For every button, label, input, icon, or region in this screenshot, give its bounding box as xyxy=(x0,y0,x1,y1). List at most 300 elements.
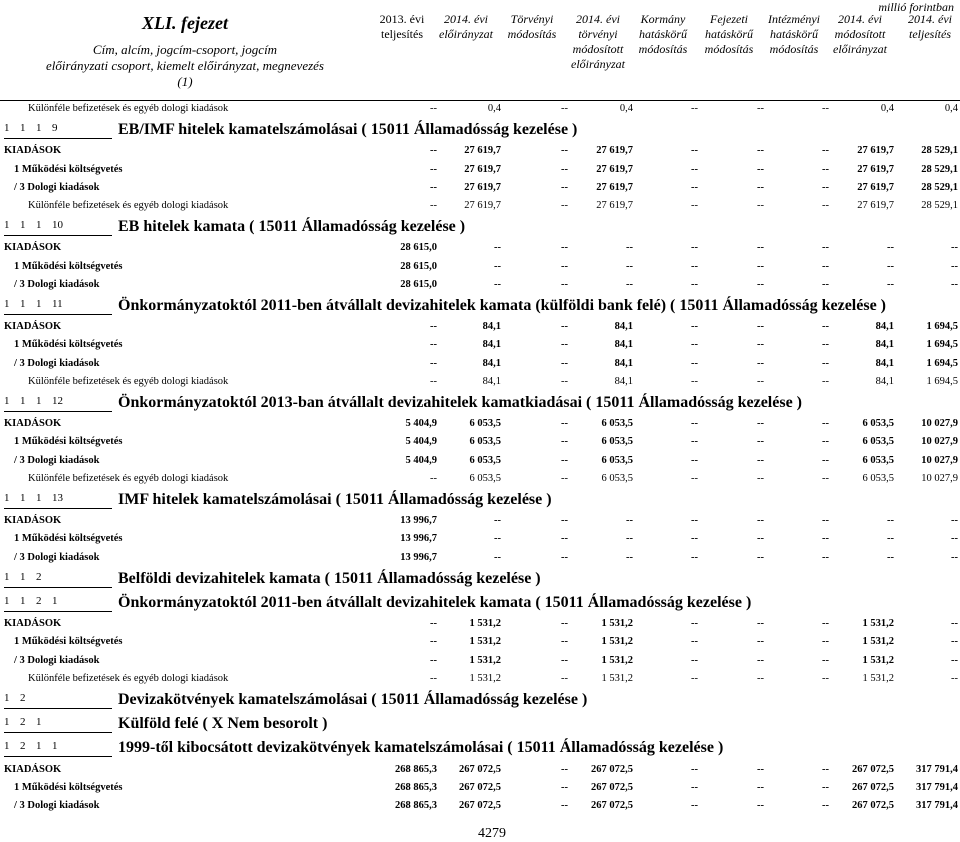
header-subtitle xyxy=(0,42,370,90)
row-value: 6 053,5 xyxy=(862,436,894,448)
column-header xyxy=(897,12,960,98)
row-value: -- xyxy=(951,618,958,630)
row-value: 84,1 xyxy=(614,321,633,333)
section-code-part: 1 xyxy=(20,298,26,310)
section-heading xyxy=(0,216,960,238)
column-header-line: 2014. évi xyxy=(838,12,882,26)
table-row xyxy=(0,615,960,633)
row-value: -- xyxy=(691,242,698,254)
row-value: -- xyxy=(822,781,829,793)
row-value: -- xyxy=(561,672,568,684)
column-header-line: módosítás xyxy=(638,42,688,56)
row-value: -- xyxy=(561,260,568,272)
row-value: -- xyxy=(561,145,568,157)
column-header xyxy=(433,12,499,98)
row-value: 6 053,5 xyxy=(469,472,501,484)
row-value: 1 694,5 xyxy=(926,321,958,333)
section-code-part: 1 xyxy=(36,740,42,753)
row-value: 1 531,2 xyxy=(601,654,633,666)
row-value: -- xyxy=(822,800,829,811)
row-value: -- xyxy=(561,636,568,648)
column-header xyxy=(630,12,696,98)
row-value: -- xyxy=(430,472,437,484)
row-value: -- xyxy=(822,375,829,387)
row-value: -- xyxy=(430,618,437,630)
row-value: 6 053,5 xyxy=(862,472,894,484)
row-value: -- xyxy=(822,339,829,351)
row-value: -- xyxy=(951,533,958,545)
table-row xyxy=(0,355,960,373)
table-row xyxy=(0,239,960,257)
column-header-line: Törvényi xyxy=(510,12,554,26)
row-value: 1 531,2 xyxy=(862,618,894,630)
row-value: -- xyxy=(561,551,568,563)
row-value: -- xyxy=(757,418,764,430)
row-value: -- xyxy=(561,781,568,793)
section-code xyxy=(4,489,112,509)
section-code-part: 1 xyxy=(36,716,42,729)
row-value: 5 404,9 xyxy=(405,454,437,466)
section-code-part: 9 xyxy=(52,122,58,135)
section-title: Önkormányzatoktól 2013-ban átvállalt devizahitelek kamatkiadásai ( 15011 Államadósság kezelése ) xyxy=(118,394,802,411)
row-value: -- xyxy=(691,200,698,211)
row-value: -- xyxy=(822,357,829,369)
section-code-part: 10 xyxy=(52,219,63,232)
row-value: 317 791,4 xyxy=(916,800,958,811)
row-value: -- xyxy=(822,103,829,114)
table-row xyxy=(0,318,960,336)
section-title: Külföld felé ( X Nem besorolt ) xyxy=(118,715,328,733)
section-code-part: 12 xyxy=(52,395,63,407)
row-value: -- xyxy=(822,763,829,775)
row-value: 13 996,7 xyxy=(400,533,437,545)
section-code-part: 1 xyxy=(4,570,10,583)
row-value: 267 072,5 xyxy=(591,800,633,811)
row-value: 268 865,3 xyxy=(395,800,437,811)
row-value: 1 531,2 xyxy=(469,654,501,666)
row-value: -- xyxy=(757,515,764,527)
header-subtitle-line: (1) xyxy=(177,74,193,89)
row-value: -- xyxy=(561,654,568,666)
column-header xyxy=(499,12,565,98)
row-value: -- xyxy=(822,181,829,193)
section-code-part: 2 xyxy=(20,740,26,753)
row-value: 84,1 xyxy=(614,357,633,369)
row-value: 6 053,5 xyxy=(601,472,633,484)
row-value: 84,1 xyxy=(614,375,633,387)
row-value: -- xyxy=(757,278,764,290)
section-code xyxy=(4,216,112,236)
row-label: KIADÁSOK xyxy=(4,418,62,430)
section-code-part: 1 xyxy=(4,219,10,232)
row-value: 1 694,5 xyxy=(926,339,958,351)
row-value: 84,1 xyxy=(482,375,501,387)
row-label: 1 Működési költségvetés xyxy=(14,636,123,648)
row-value: -- xyxy=(561,418,568,430)
row-value: -- xyxy=(561,454,568,466)
header-subtitle-line: Cím, alcím, jogcím-csoport, jogcím xyxy=(92,42,278,57)
column-header-line: hatáskörű xyxy=(705,27,753,41)
row-value: -- xyxy=(561,800,568,811)
row-value: 317 791,4 xyxy=(916,781,958,793)
table-row xyxy=(0,452,960,470)
row-value: 84,1 xyxy=(482,321,501,333)
row-value: -- xyxy=(757,103,764,114)
row-value: -- xyxy=(430,145,437,157)
row-value: -- xyxy=(757,472,764,484)
row-value: -- xyxy=(822,321,829,333)
row-label: Különféle befizetések és egyéb dologi kiadások xyxy=(28,375,229,387)
section-code-part: 1 xyxy=(20,570,26,583)
row-value: -- xyxy=(561,200,568,211)
row-value: -- xyxy=(757,200,764,211)
row-value: 84,1 xyxy=(875,321,894,333)
row-value: -- xyxy=(430,321,437,333)
row-value: 1 531,2 xyxy=(469,618,501,630)
row-label: KIADÁSOK xyxy=(4,618,62,630)
row-value: 27 619,7 xyxy=(857,145,894,157)
row-value: 27 619,7 xyxy=(857,200,894,211)
row-value: -- xyxy=(691,763,698,775)
row-value: 1 694,5 xyxy=(926,375,958,387)
section-code-part: 1 xyxy=(36,492,42,504)
section-code xyxy=(4,295,112,315)
row-value: -- xyxy=(561,242,568,254)
row-value: -- xyxy=(951,551,958,563)
row-value: -- xyxy=(626,260,633,272)
row-value: -- xyxy=(691,163,698,175)
row-value: -- xyxy=(887,515,894,527)
row-value: -- xyxy=(691,618,698,630)
row-value: 27 619,7 xyxy=(857,163,894,175)
table-row xyxy=(0,373,960,391)
table-row xyxy=(0,197,960,215)
row-value: -- xyxy=(561,357,568,369)
section-heading xyxy=(0,737,960,759)
table-row xyxy=(0,779,960,797)
unit-label: millió forintban xyxy=(878,0,954,14)
row-value: -- xyxy=(494,242,501,254)
row-value: -- xyxy=(691,103,698,114)
row-value: -- xyxy=(757,181,764,193)
row-label: Különféle befizetések és egyéb dologi kiadások xyxy=(28,472,229,484)
section-code-part: 1 xyxy=(4,298,10,310)
section-heading xyxy=(0,392,960,414)
column-header-line: 2014. évi xyxy=(576,12,620,26)
table-row xyxy=(0,512,960,530)
row-value: -- xyxy=(494,260,501,272)
row-label: / 3 Dologi kiadások xyxy=(14,278,100,290)
column-header-line: 2014. évi xyxy=(908,12,952,26)
row-value: 27 619,7 xyxy=(464,200,501,211)
section-heading xyxy=(0,568,960,590)
section-code-part: 1 xyxy=(20,595,26,607)
row-value: -- xyxy=(561,618,568,630)
row-value: 267 072,5 xyxy=(852,800,894,811)
table-row xyxy=(0,100,960,118)
row-value: -- xyxy=(561,533,568,545)
row-value: 27 619,7 xyxy=(596,200,633,211)
column-header-line: Kormány xyxy=(640,12,686,26)
row-value: -- xyxy=(822,672,829,684)
row-value: -- xyxy=(887,260,894,272)
row-value: -- xyxy=(822,163,829,175)
row-value: 27 619,7 xyxy=(464,145,501,157)
row-value: 1 531,2 xyxy=(862,636,894,648)
section-title: Belföldi devizahitelek kamata ( 15011 Államadósság kezelése ) xyxy=(118,569,541,587)
row-value: -- xyxy=(822,200,829,211)
section-code-part: 1 xyxy=(4,740,10,753)
section-heading xyxy=(0,119,960,141)
row-value: 84,1 xyxy=(482,339,501,351)
row-value: 1 531,2 xyxy=(601,636,633,648)
section-code xyxy=(4,737,112,757)
row-value: -- xyxy=(757,145,764,157)
section-code-part: 2 xyxy=(36,595,42,607)
row-value: -- xyxy=(430,357,437,369)
row-value: -- xyxy=(822,551,829,563)
column-header-line: teljesítés xyxy=(909,27,951,41)
row-value: -- xyxy=(691,339,698,351)
row-value: 27 619,7 xyxy=(464,163,501,175)
row-value: -- xyxy=(561,515,568,527)
section-heading xyxy=(0,689,960,711)
row-value: 84,1 xyxy=(875,339,894,351)
row-value: -- xyxy=(430,636,437,648)
chapter-title: XLI. fejezet xyxy=(142,13,228,33)
table-row xyxy=(0,142,960,160)
section-code-part: 1 xyxy=(4,395,10,407)
section-code-part: 2 xyxy=(20,692,26,704)
section-heading xyxy=(0,489,960,511)
row-value: -- xyxy=(822,278,829,290)
section-code-part: 1 xyxy=(4,492,10,504)
section-code-part: 11 xyxy=(52,298,63,310)
row-value: -- xyxy=(561,763,568,775)
column-header-line: módosítás xyxy=(704,42,754,56)
row-value: 28 615,0 xyxy=(400,278,437,290)
section-code xyxy=(4,713,112,733)
column-header-line: hatáskörű xyxy=(639,27,687,41)
table-header xyxy=(0,12,960,98)
section-code xyxy=(4,689,112,709)
row-value: 10 027,9 xyxy=(921,454,958,466)
section-title: Önkormányzatoktól 2011-ben átvállalt devizahitelek kamata (külföldi bank felé) ( 15011 Államadósság kezelése ) xyxy=(118,297,886,314)
column-header-line: hatáskörű xyxy=(770,27,818,41)
column-header-line: 2013. évi xyxy=(379,12,425,26)
row-value: -- xyxy=(561,321,568,333)
row-value: -- xyxy=(691,145,698,157)
row-value: -- xyxy=(887,551,894,563)
row-value: -- xyxy=(757,654,764,666)
row-value: -- xyxy=(561,436,568,448)
section-title: IMF hitelek kamatelszámolásai ( 15011 Államadósság kezelése ) xyxy=(118,491,552,508)
column-header-line: módosított xyxy=(572,42,624,56)
row-label: / 3 Dologi kiadások xyxy=(14,357,100,369)
row-value: 27 619,7 xyxy=(464,181,501,193)
page-number: 4279 xyxy=(478,826,506,841)
row-value: -- xyxy=(951,515,958,527)
row-label: / 3 Dologi kiadások xyxy=(14,181,100,193)
row-value: -- xyxy=(430,339,437,351)
table-row xyxy=(0,433,960,451)
row-value: -- xyxy=(822,654,829,666)
section-title: EB hitelek kamata ( 15011 Államadósság kezelése ) xyxy=(118,218,466,236)
row-label: 1 Működési költségvetés xyxy=(14,533,123,545)
row-value: -- xyxy=(757,375,764,387)
row-label: 1 Működési költségvetés xyxy=(14,163,123,175)
row-value: -- xyxy=(691,181,698,193)
table-row xyxy=(0,276,960,294)
row-value: 0,4 xyxy=(487,103,501,114)
section-code-part: 13 xyxy=(52,492,63,504)
row-value: -- xyxy=(691,472,698,484)
row-label: / 3 Dologi kiadások xyxy=(14,551,100,563)
section-code-part: 1 xyxy=(20,219,26,232)
row-value: -- xyxy=(626,533,633,545)
section-heading xyxy=(0,295,960,317)
row-value: 1 531,2 xyxy=(601,672,633,684)
row-value: 268 865,3 xyxy=(395,781,437,793)
row-value: -- xyxy=(822,618,829,630)
table-row xyxy=(0,258,960,276)
row-value: -- xyxy=(691,800,698,811)
header-description xyxy=(0,12,370,98)
row-value: 84,1 xyxy=(482,357,501,369)
row-value: -- xyxy=(822,436,829,448)
row-value: -- xyxy=(626,551,633,563)
row-label: KIADÁSOK xyxy=(4,242,62,254)
row-value: 0,4 xyxy=(944,103,958,114)
section-code-part: 1 xyxy=(4,692,10,704)
row-value: -- xyxy=(691,278,698,290)
row-value: -- xyxy=(430,163,437,175)
row-label: KIADÁSOK xyxy=(4,515,62,527)
row-value: 1 531,2 xyxy=(469,636,501,648)
row-value: 267 072,5 xyxy=(852,763,894,775)
section-code-part: 1 xyxy=(20,492,26,504)
section-code-part: 2 xyxy=(36,570,42,583)
row-value: -- xyxy=(561,181,568,193)
row-value: -- xyxy=(822,418,829,430)
row-value: 1 531,2 xyxy=(862,654,894,666)
row-value: -- xyxy=(561,375,568,387)
row-value: 27 619,7 xyxy=(857,181,894,193)
row-value: -- xyxy=(561,278,568,290)
section-heading xyxy=(0,592,960,614)
row-value: -- xyxy=(757,242,764,254)
row-value: -- xyxy=(757,357,764,369)
row-value: -- xyxy=(822,533,829,545)
row-value: 6 053,5 xyxy=(601,418,633,430)
table-row xyxy=(0,470,960,488)
table-row xyxy=(0,670,960,688)
column-header-line: előirányzat xyxy=(571,57,625,71)
row-label: KIADÁSOK xyxy=(4,321,62,333)
section-code xyxy=(4,592,112,612)
section-code-part: 1 xyxy=(52,595,58,607)
row-value: -- xyxy=(757,800,764,811)
row-value: -- xyxy=(691,533,698,545)
row-value: -- xyxy=(757,636,764,648)
row-value: -- xyxy=(626,515,633,527)
row-value: 317 791,4 xyxy=(916,763,958,775)
row-value: 267 072,5 xyxy=(459,763,501,775)
row-value: -- xyxy=(951,672,958,684)
row-value: 267 072,5 xyxy=(459,800,501,811)
row-value: -- xyxy=(561,163,568,175)
row-value: 28 529,1 xyxy=(921,163,958,175)
row-value: -- xyxy=(951,654,958,666)
row-value: 5 404,9 xyxy=(405,436,437,448)
column-header-line: Intézményi xyxy=(768,12,820,26)
column-header xyxy=(565,12,631,98)
row-value: -- xyxy=(757,163,764,175)
header-subtitle-line: előirányzati csoport, kiemelt előirányzat, megnevezés xyxy=(46,58,324,73)
row-label: / 3 Dologi kiadások xyxy=(14,800,100,811)
section-code-part: 1 xyxy=(36,122,42,135)
row-value: -- xyxy=(626,242,633,254)
table-row xyxy=(0,652,960,670)
row-value: -- xyxy=(430,375,437,387)
section-title: Önkormányzatoktól 2011-ben átvállalt devizahitelek kamata ( 15011 Államadósság kezelése ) xyxy=(118,594,752,611)
row-value: 6 053,5 xyxy=(601,436,633,448)
row-value: -- xyxy=(691,654,698,666)
row-value: -- xyxy=(757,763,764,775)
row-value: 27 619,7 xyxy=(596,181,633,193)
row-value: -- xyxy=(430,181,437,193)
section-code xyxy=(4,119,112,139)
section-code-part: 1 xyxy=(36,219,42,232)
row-value: 268 865,3 xyxy=(395,763,437,775)
row-value: -- xyxy=(822,454,829,466)
section-code-part: 1 xyxy=(20,122,26,135)
row-value: -- xyxy=(691,418,698,430)
row-value: -- xyxy=(757,321,764,333)
column-header-line: előirányzat xyxy=(439,27,493,41)
row-label: / 3 Dologi kiadások xyxy=(14,454,100,466)
row-value: -- xyxy=(757,533,764,545)
row-value: -- xyxy=(691,781,698,793)
table-row xyxy=(0,797,960,815)
column-header-line: módosított xyxy=(834,27,886,41)
row-value: 27 619,7 xyxy=(596,163,633,175)
row-value: -- xyxy=(691,375,698,387)
column-header-line: teljesítés xyxy=(381,27,423,41)
section-code xyxy=(4,568,112,588)
table-row xyxy=(0,549,960,567)
row-value: -- xyxy=(561,339,568,351)
row-value: 28 529,1 xyxy=(921,145,958,157)
row-value: 0,4 xyxy=(619,103,633,114)
row-value: -- xyxy=(887,242,894,254)
table-row xyxy=(0,633,960,651)
row-value: -- xyxy=(822,472,829,484)
section-code-part: 1 xyxy=(4,122,10,135)
row-value: 84,1 xyxy=(614,339,633,351)
row-value: -- xyxy=(822,515,829,527)
row-value: -- xyxy=(691,357,698,369)
row-value: 1 531,2 xyxy=(862,672,894,684)
table-row xyxy=(0,761,960,779)
section-code xyxy=(4,392,112,412)
row-value: -- xyxy=(430,200,437,211)
table-row xyxy=(0,179,960,197)
row-value: 13 996,7 xyxy=(400,551,437,563)
section-heading xyxy=(0,713,960,735)
column-header xyxy=(761,12,827,98)
table-row xyxy=(0,161,960,179)
